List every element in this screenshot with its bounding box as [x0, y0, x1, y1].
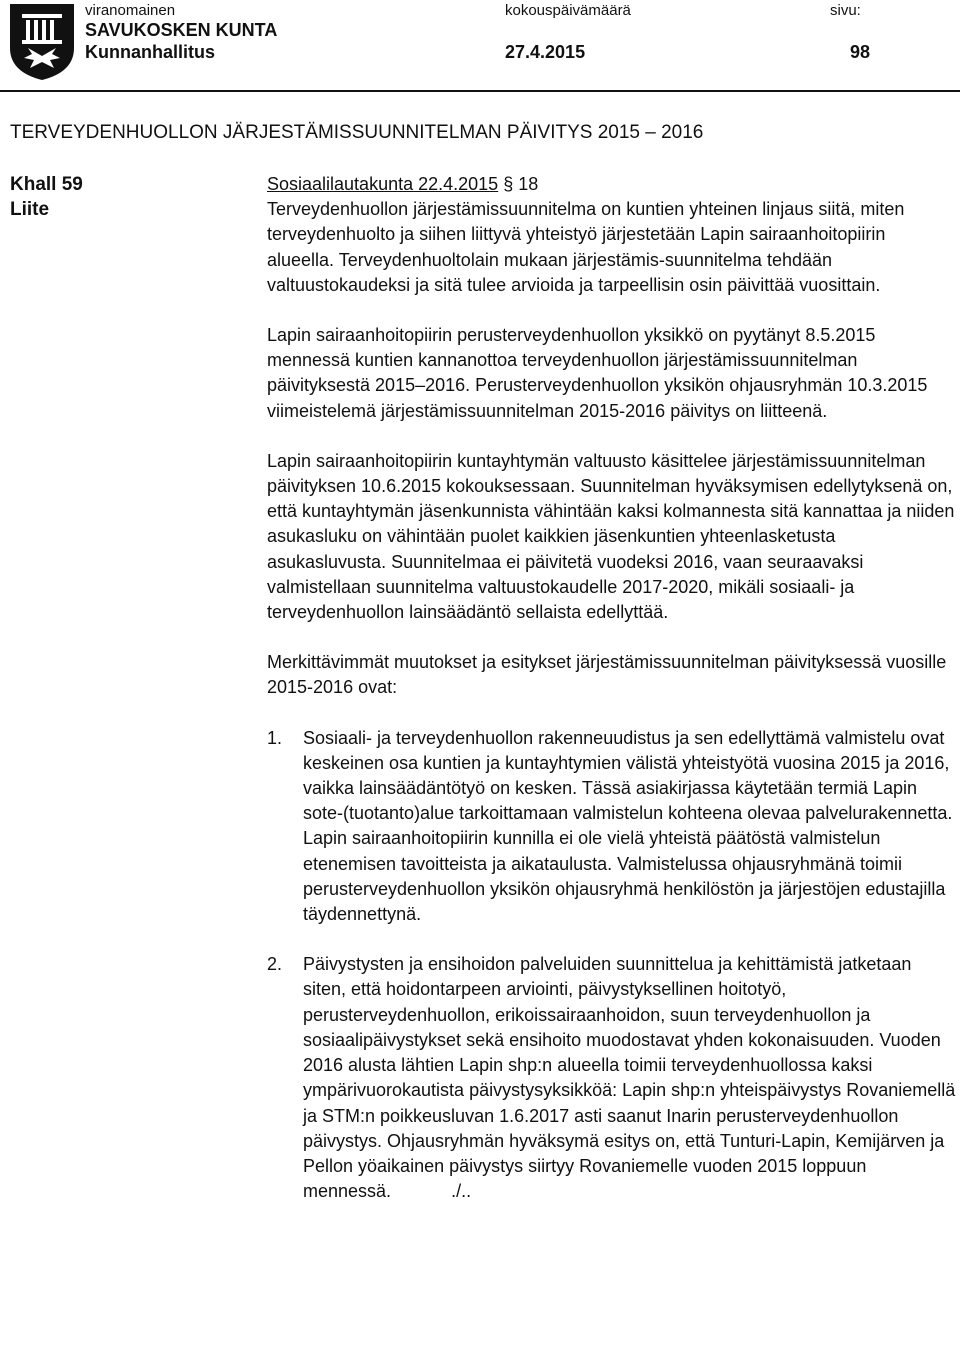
document-title: TERVEYDENHUOLLON JÄRJESTÄMISSUUNNITELMAN PÄIVITYS 2015 – 2016	[10, 122, 704, 143]
meeting-date: 27.4.2015	[505, 42, 586, 62]
attachment-label: Liite	[10, 199, 50, 220]
paragraph-request: Lapin sairaanhoitopiirin perusterveydenhuollon yksikkö on pyytänyt 8.5.2015 mennessä kuntien kannanottoa terveydenhuollon järjestämissuunnitelman päivityksestä 2015–2016. Perusterveydenhuollon yksikön ohjausryhmän 10.3.2015 viimeistelemä järjestämissuunnitelman 2015-2016 päivitys on liitteenä.	[267, 325, 928, 421]
board-reference: Sosiaalilautakunta 22.4.2015	[267, 174, 499, 194]
header-page-label: sivu:	[830, 2, 861, 19]
list-item	[267, 952, 957, 1204]
continuation-mark: ./..	[451, 1181, 472, 1202]
list-item	[267, 726, 957, 928]
header-authority-label: viranomainen	[85, 2, 176, 19]
list-item-text: Sosiaali- ja terveydenhuollon rakenneuudistus ja sen edellyttämä valmistelu ovat keskeinen osa kuntien ja kuntayhtymien välistä yhteistyötä vuosina 2015 ja 2016, vaikka lainsäädäntötyö on kesken. Tässä asiakirjassa käytetään termiä Lapin sote-(tuotanto)alue tarkoittamaan valmistelun kohteena olevaa palvelurakennetta. Lapin sairaanhoitopiirin kunnilla ei ole vielä yhteistä päätöstä valmistelun etenemisen tavoitteista ja aikataulusta. Valmistelussa ohjausryhmänä toimii perusterveydenhuollon yksikön ohjausryhmä henkilöstön ja järjestöjen edustajilla täydennettynä.	[303, 727, 953, 925]
header-divider	[0, 90, 960, 92]
reference-number: 18	[518, 174, 539, 194]
header-date-label: kokouspäivämäärä	[505, 2, 631, 19]
paragraph-changes-intro: Merkittävimmät muutokset ja esitykset järjestämissuunnitelman päivityksessä vuosille 2015-2016 ovat:	[267, 652, 947, 698]
changes-list	[267, 726, 957, 1205]
page-number: 98	[850, 42, 871, 62]
document-body	[267, 172, 957, 1204]
section-number: Khall 59	[10, 174, 83, 195]
list-item-text: Päivystysten ja ensihoidon palveluiden suunnittelua ja kehittämistä jatketaan siten, että hoidontarpeen arviointi, päivystyksellinen hoitotyö, perusterveydenhuollon, erikoissairaanhoidon, suun terveydenhuollon ja sosiaalipäivystykset sekä ensihoito muodostavat yhden kokonaisuuden. Vuoden 2016 alusta lähtien Lapin shp:n alueella toimii terveydenhuollossa kaksi ympärivuorokautista päivystysyksikköä: Lapin shp:n yhteispäivystys Rovaniemellä ja STM:n poikkeusluvan 1.6.2017 asti saanut Inarin perusterveydenhuollon päivystys. Ohjausryhmän hyväksymä esitys on, että Tunturi-Lapin, Kemijärven ja Pellon yöaikainen päivystys siirtyy Rovaniemelle vuoden 2015 loppuun mennessä.	[303, 954, 956, 1202]
paragraph-approval: Lapin sairaanhoitopiirin kuntayhtymän valtuusto käsittelee järjestämissuunnitelman päivityksen 10.6.2015 kokouksessaan. Suunnitelman hyväksymisen edellytyksenä on, että kuntayhtymän jäsenkunnista vähintään kaksi kolmannesta sitä kannattaa ja niiden asukasluku on vähintään puolet kaikkien jäsenkuntien yhteenlasketusta asukasluvusta. Suunnitelmaa ei päivitetä vuodeksi 2016, vaan seuraavaksi valmistellaan suunnitelma valtuustokaudelle 2017-2020, mikäli sosiaali- ja terveydenhuollon lainsäädäntö sellaista edellyttää.	[267, 450, 955, 623]
authority-name: Kunnanhallitus	[85, 42, 215, 62]
reference-line	[267, 172, 957, 197]
list-item-number: 1.	[267, 727, 283, 748]
list-item-number: 2.	[267, 954, 283, 975]
org-name: SAVUKOSKEN KUNTA	[85, 20, 278, 40]
paragraph-intro: Terveydenhuollon järjestämissuunnitelma on kuntien yhteinen linjaus siitä, miten terveydenhuolto ja siihen liittyvä yhteistyö järjestetään Lapin sairaanhoitopiirin alueella. Terveydenhuoltolain mukaan järjestämis-suunnitelma tehdään valtuustokaudeksi ja sitä tulee arvioida ja tarpeellisin osin päivittää vuosittain.	[267, 199, 905, 295]
paragraph-mark-icon: §	[498, 174, 519, 194]
municipal-coat-of-arms-icon	[8, 2, 76, 82]
